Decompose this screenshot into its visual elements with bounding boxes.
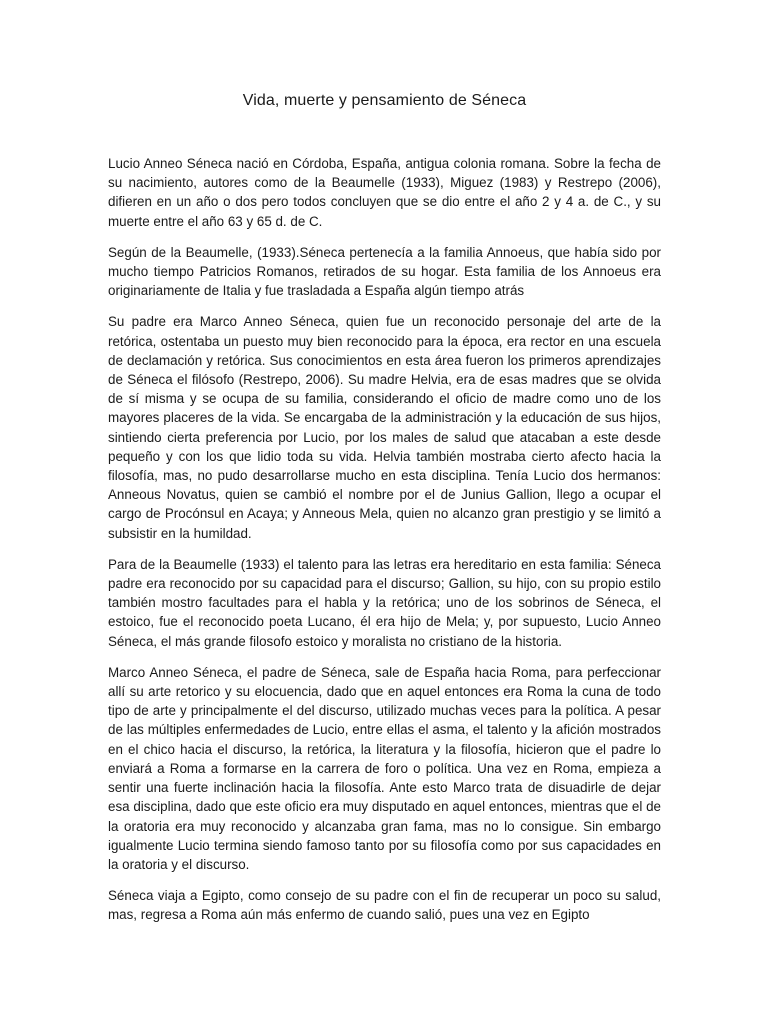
paragraph-parents: Su padre era Marco Anneo Séneca, quien fue un reconocido personaje del arte de la retórica, ostentaba un puesto muy bien reconocido para la época, era rector en una escuela de declamación y retórica. Sus conocimientos en esta área fueron los primeros aprendizajes de Séneca el filósofo (Restrepo, 2006). Su madre Helvia, era de esas madres que se olvida de sí misma y se ocupa de su familia, considerando el oficio de madre como uno de los mayores placeres de la vida. Se encargaba de la administración y la educación de sus hijos, sintiendo cierta preferencia por Lucio, por los males de salud que atacaban a este desde pequeño y con los que lidio toda su vida. Helvia también mostraba cierto afecto hacia la filosofía, mas, no pudo desarrollarse mucho en esta disciplina. Tenía Lucio dos hermanos: Anneous Novatus, quien se cambió el nombre por el de Junius Gallion, llego a ocupar el cargo de Procónsul en Acaya; y Anneous Mela, quien no alcanzo gran prestigio y se limitó a subsistir en la humildad. [108, 314, 661, 541]
paragraph-rome: Marco Anneo Séneca, el padre de Séneca, sale de España hacia Roma, para perfeccionar allí su arte retorico y su elocuencia, dado que en aquel entonces era Roma la cuna de todo tipo de arte y principalmente el del discurso, utilizado muchas veces para la política. A pesar de las múltiples enfermedades de Lucio, entre ellas el asma, el talento y la afición mostrados en el chico hacia el discurso, la retórica, la literatura y la filosofía, hicieron que el padre lo enviará a Roma a formarse en la carrera de foro o política. Una vez en Roma, empieza a sentir una fuerte inclinación hacia la filosofía. Ante esto Marco trata de disuadirle de dejar esa disciplina, dado que este oficio era muy disputado en aquel entonces, mientras que el de la oratoria era muy reconocido y alcanzaba gran fama, mas no lo consigue. Sin embargo igualmente Lucio termina siendo famoso tanto por su filosofía como por sus capacidades en la oratoria y el discurso. [108, 664, 661, 872]
paragraph-family: Según de la Beaumelle, (1933).Séneca pertenecía a la familia Annoeus, que había sido por mucho tiempo Patricios Romanos, retirados de su hogar. Esta familia de los Annoeus era originariamente de Italia y fue trasladada a España algún tiempo atrás [108, 244, 661, 299]
document-title: Vida, muerte y pensamiento de Séneca [242, 92, 527, 109]
paragraph-talent: Para de la Beaumelle (1933) el talento para las letras era hereditario en esta familia: Séneca padre era reconocido por su capacidad para el discurso; Gallion, su hijo, con su propio estilo también mostro facultades para el habla y la retórica; uno de los sobrinos de Séneca, el estoico, fue el reconocido poeta Lucano, él era hijo de Mela; y, por supuesto, Lucio Anneo Séneca, el más grande filosofo estoico y moralista no cristiano de la historia. [108, 556, 661, 649]
paragraph-birth: Lucio Anneo Séneca nació en Córdoba, España, antigua colonia romana. Sobre la fecha de su nacimiento, autores como de la Beaumelle (1933), Miguez (1983) y Restrepo (2006), difieren en un año o dos pero todos concluyen que se dio entre el año 2 y 4 a. de C., y su muerte entre el año 63 y 65 d. de C. [108, 156, 661, 229]
paragraph-egypt: Séneca viaja a Egipto, como consejo de su padre con el fin de recuperar un poco su salud, mas, regresa a Roma aún más enfermo de cuando salió, pues una vez en Egipto [108, 888, 661, 923]
